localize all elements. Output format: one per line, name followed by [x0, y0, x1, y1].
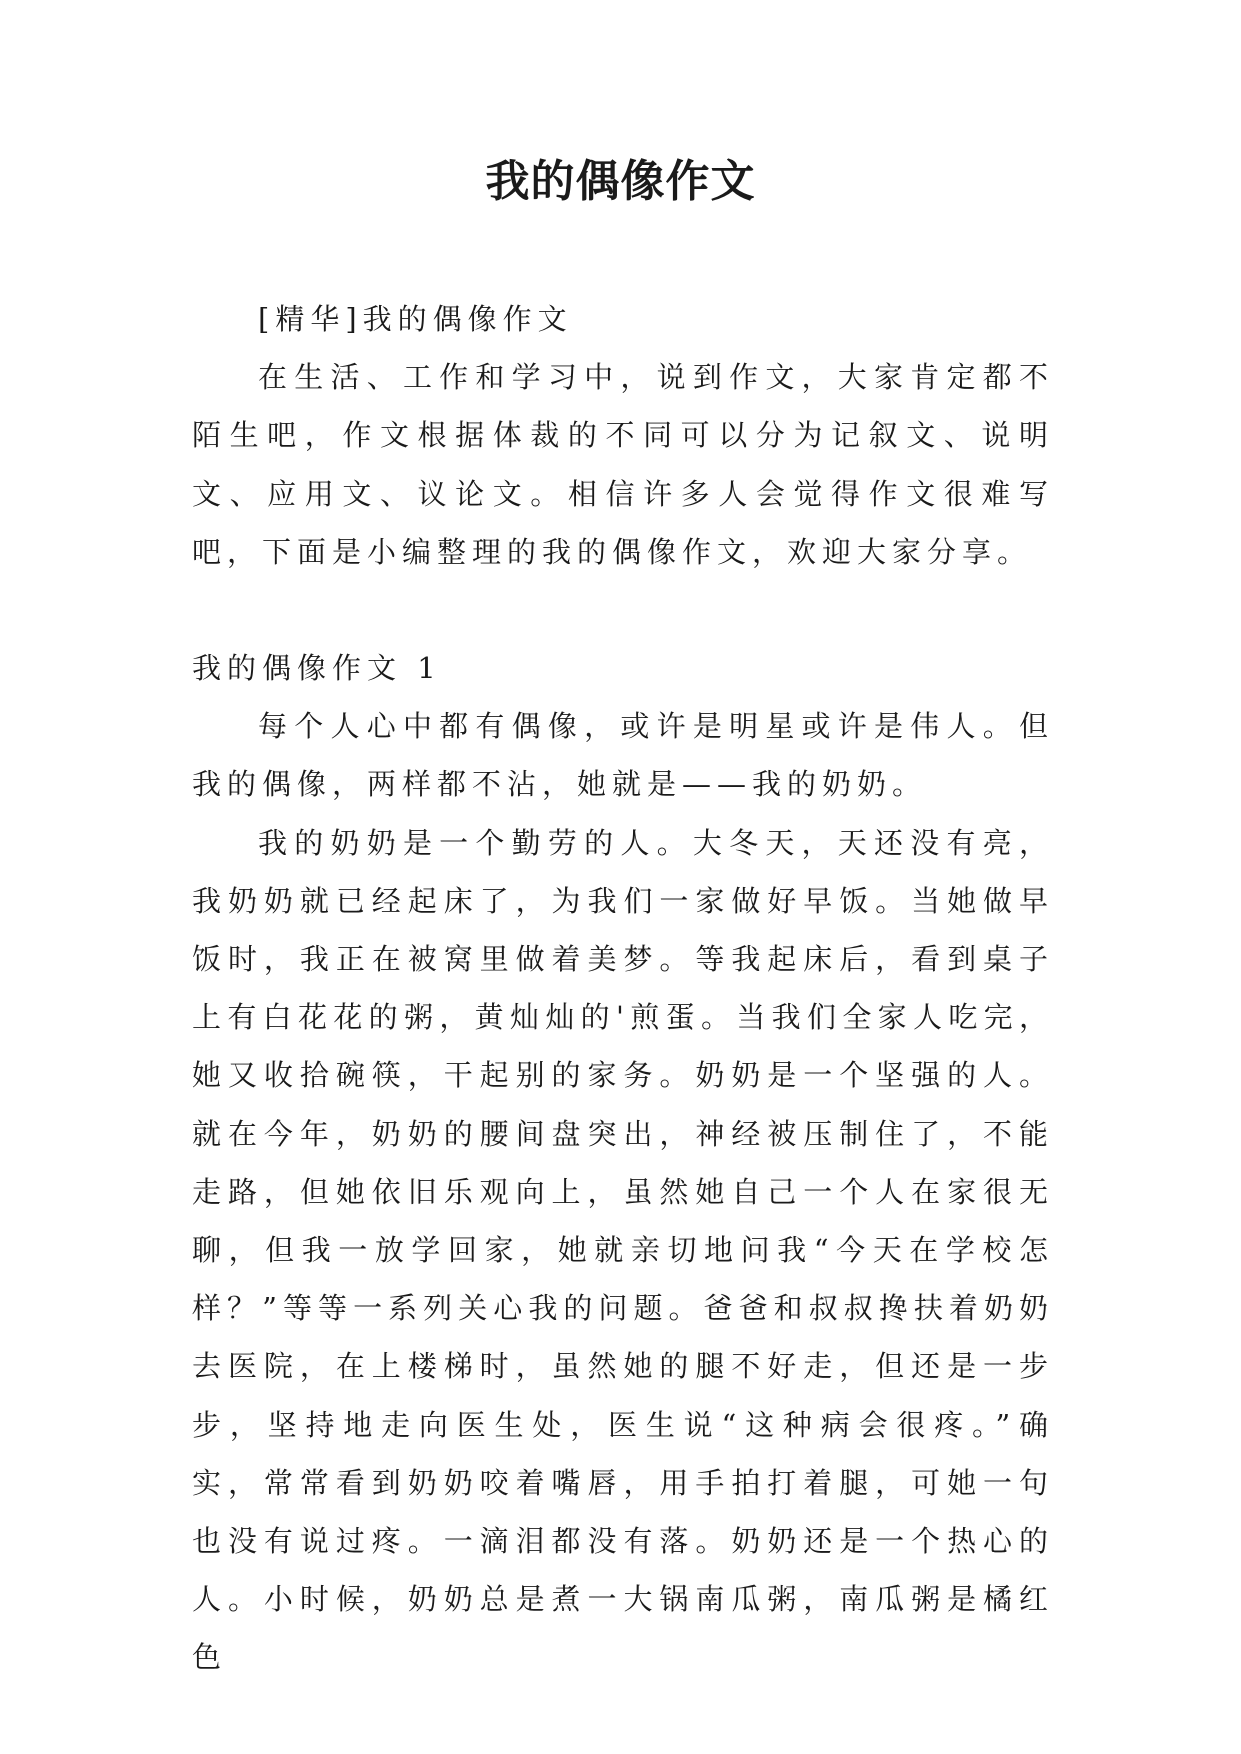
section-heading: 我的偶像作文 1 [192, 651, 442, 686]
body-paragraph-1: 每个人心中都有偶像，或许是明星或许是伟人。但我的偶像，两样都不沾，她就是——我的奶奶。 [192, 709, 1054, 802]
paragraph-gap [192, 581, 1054, 639]
intro-heading: [精华]我的偶像作文 [258, 302, 573, 336]
body-paragraph-2: 我的奶奶是一个勤劳的人。大冬天，天还没有亮，我奶奶就已经起床了，为我们一家做好早饭。当她做早饭时，我正在被窝里做着美梦。等我起床后，看到桌子上有白花花的粥，黄灿灿的'煎蛋。当我们全家人吃完，她又收拾碗筷，干起别的家务。奶奶是一个坚强的人。就在今年，奶奶的腰间盘突出，神经被压制住了，不能走路，但她依旧乐观向上，虽然她自己一个人在家很无聊，但我一放学回家，她就亲切地问我“今天在学校怎样？”等等一系列关心我的问题。爸爸和叔叔搀扶着奶奶去医院，在上楼梯时，虽然她的腿不好走，但还是一步步，坚持地走向医生处，医生说“这种病会很疼。”确实，常常看到奶奶咬着嘴唇，用手拍打着腿，可她一句也没有说过疼。一滴泪都没有落。奶奶还是一个热心的人。小时候，奶奶总是煮一大锅南瓜粥，南瓜粥是橘红色 [192, 825, 1054, 1675]
document-title: 我的偶像作文 [485, 156, 756, 207]
document-body [192, 290, 1054, 1687]
intro-paragraph: 在生活、工作和学习中，说到作文，大家肯定都不陌生吧，作文根据体裁的不同可以分为记叙文、说明文、应用文、议论文。相信许多人会觉得作文很难写吧，下面是小编整理的我的偶像作文，欢迎大家分享。 [192, 360, 1054, 569]
